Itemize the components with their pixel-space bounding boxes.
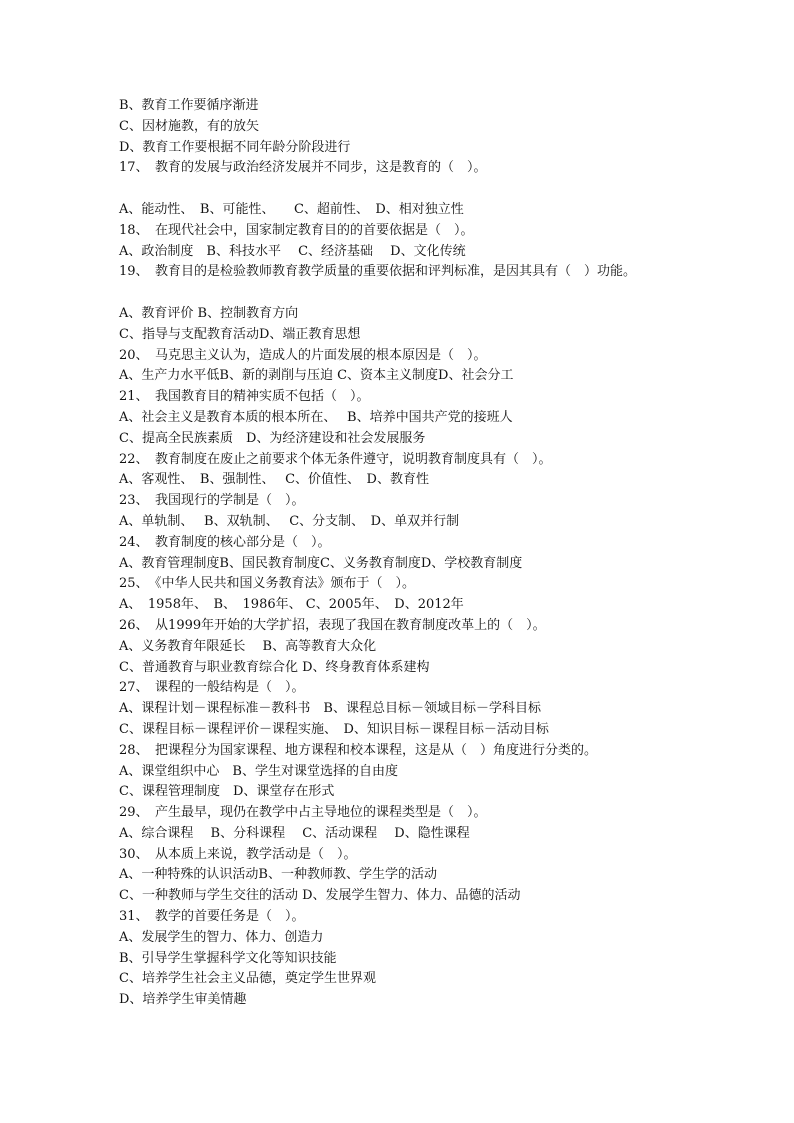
options-line: A、一种特殊的认识活动B、一种教师教、学生学的活动 [119,867,437,883]
options-line: C、课程目标－课程评价－课程实施、 D、知识目标－课程目标－活动目标 [119,721,549,737]
text-line: C、因材施教，有的放矢 [119,118,259,134]
options-line: A、政治制度 B、科技水平 C、经济基础 D、文化传统 [119,243,466,259]
options-line: A、能动性、 B、可能性、 C、超前性、 D、相对独立性 [119,201,464,217]
blank-line [119,283,739,304]
options-line: A、综合课程 B、分科课程 C、活动课程 D、隐性课程 [119,825,470,841]
options-line: C、课程管理制度 D、课堂存在形式 [119,784,335,800]
question-line: 25、 《中华人民共和国义务教育法》颁布于（ ）。 [119,576,416,592]
text-line: D、教育工作要根据不同年龄分阶段进行 [119,139,351,155]
question-line: 27、 课程的一般结构是（ ）。 [119,680,305,696]
text-line: B、教育工作要循序渐进 [119,98,259,113]
options-line: C、培养学生社会主义品德，奠定学生世界观 [119,971,376,987]
options-line: A、单轨制、 B、双轨制、 C、分支制、 D、单双并行制 [119,513,460,529]
options-line: B、引导学生掌握科学文化等知识技能 [119,950,337,966]
question-line: 19、 教育目的是检验教师教育教学质量的重要依据和评判标准，是因其具有（ ）功能。 [119,264,637,280]
options-line: C、提高全民族素质 D、为经济建设和社会发展服务 [119,430,426,446]
question-line: 22、 教育制度在废止之前要求个体无条件遵守，说明教育制度具有（ ）。 [119,451,552,467]
question-line: 20、 马克思主义认为，造成人的片面发展的根本原因是（ ）。 [119,347,487,363]
question-line: 26、 从1999年开始的大学扩招，表现了我国在教育制度改革上的（ ）。 [119,617,546,633]
question-line: 29、 产生最早，现仍在教学中占主导地位的课程类型是（ ）。 [119,805,487,821]
question-line: 28、 把课程分为国家课程、地方课程和校本课程，这是从（ ）角度进行分类的。 [119,742,598,758]
question-line: 31、 教学的首要任务是（ ）。 [119,909,305,925]
question-line: 24、 教育制度的核心部分是（ ）。 [119,534,331,550]
options-line: A、 1958年、 B、 1986年、 C、2005年、 D、2012年 [119,597,464,613]
question-line: 17、 教育的发展与政治经济发展并不同步，这是教育的（ ）。 [119,160,487,176]
options-line: D、培养学生审美情趣 [119,992,247,1008]
question-line: 30、 从本质上来说，教学活动是（ ）。 [119,846,357,862]
options-line: A、客观性、 B、强制性、 C、价值性、 D、教育性 [119,472,429,488]
options-line: A、课堂组织中心 B、学生对课堂选择的自由度 [119,763,398,779]
question-line: 21、 我国教育目的精神实质不包括（ ）。 [119,389,370,405]
options-line: A、课程计划－课程标准－教科书 B、课程总目标－领域目标－学科目标 [119,701,541,717]
options-line: C、普通教育与职业教育综合化 D、终身教育体系建构 [119,659,430,675]
options-line: C、一种教师与学生交往的活动 D、发展学生智力、体力、品德的活动 [119,888,521,904]
blank-line [119,179,739,200]
question-line: 23、 我国现行的学制是（ ）。 [119,493,305,509]
options-line: A、义务教育年限延长 B、高等教育大众化 [119,638,377,654]
options-line: A、生产力水平低B、新的剥削与压迫 C、资本主义制度D、社会分工 [119,368,514,384]
options-line: C、指导与支配教育活动D、端正教育思想 [119,326,361,342]
options-line: A、发展学生的智力、体力、创造力 [119,929,324,945]
options-line: A、教育评价 B、控制教育方向 [119,305,299,321]
options-line: A、教育管理制度B、国民教育制度C、义务教育制度D、学校教育制度 [119,555,523,571]
options-line: A、社会主义是教育本质的根本所在、 B、培养中国共产党的接班人 [119,409,513,425]
question-line: 18、 在现代社会中，国家制定教育目的的首要依据是（ ）。 [119,222,474,238]
document-body [119,96,739,1011]
